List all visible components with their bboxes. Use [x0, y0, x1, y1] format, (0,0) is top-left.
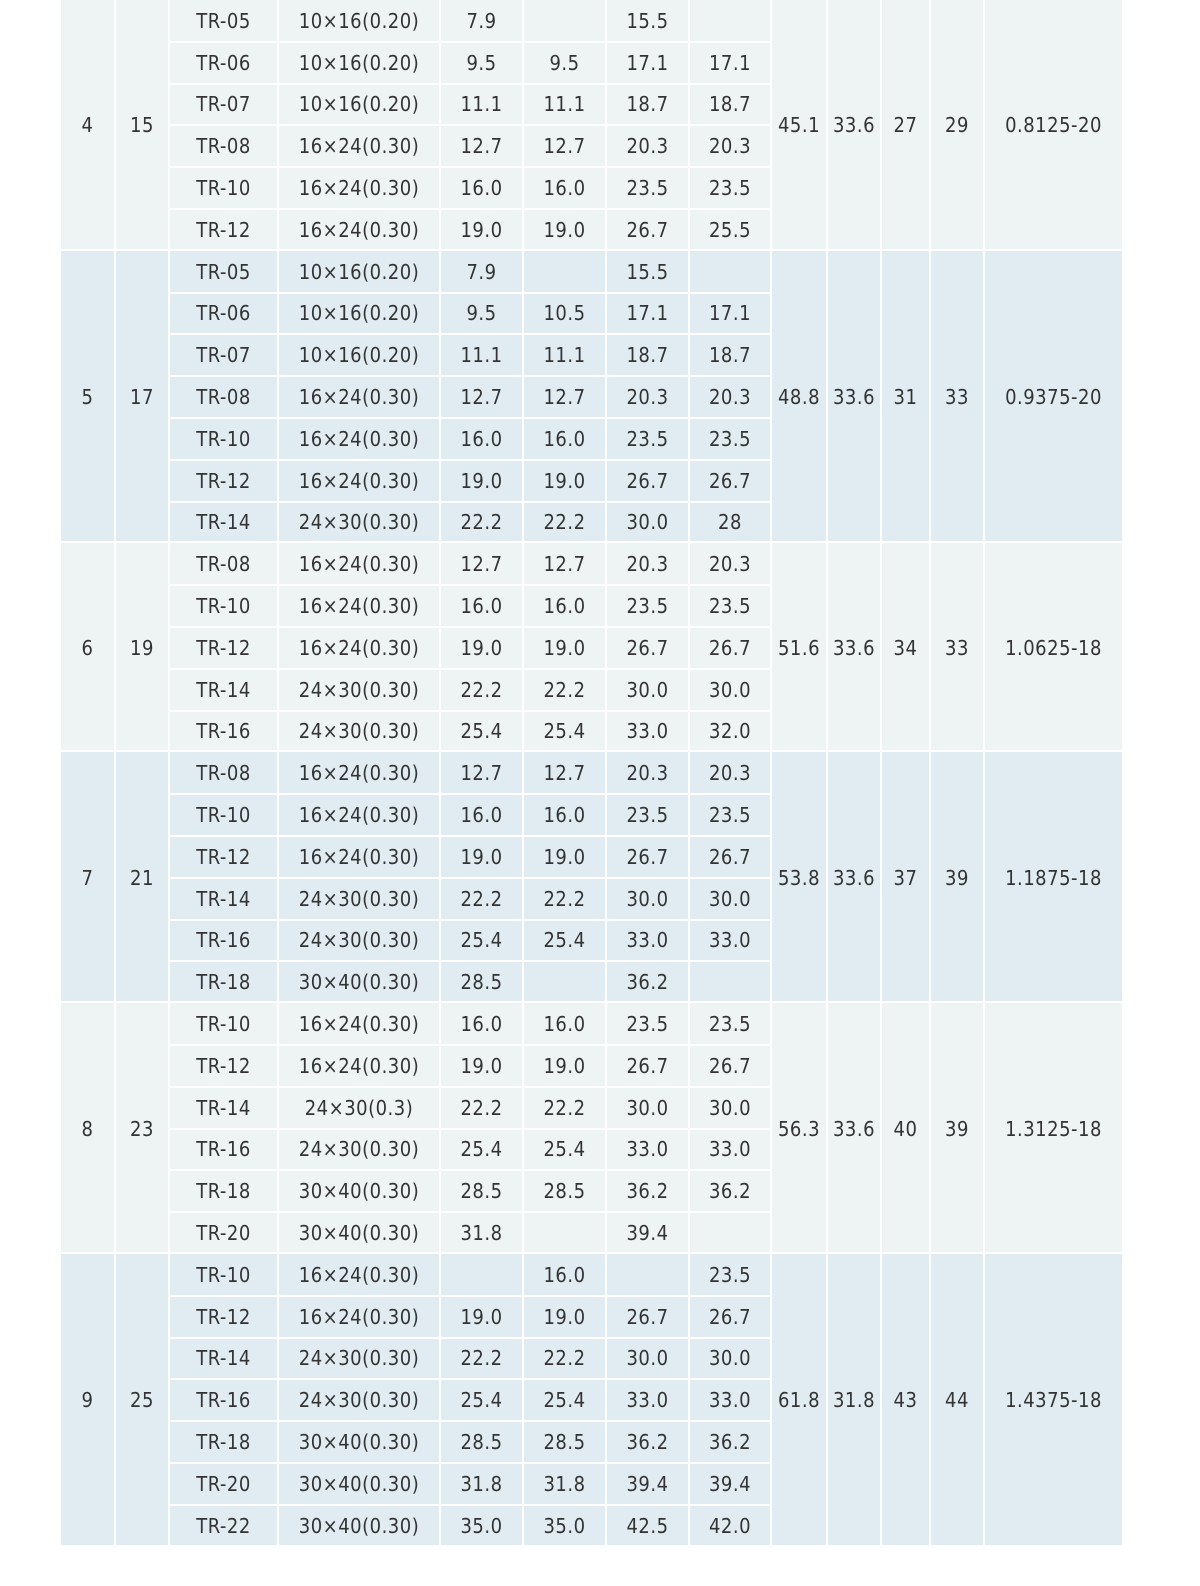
cell-d: 28	[718, 510, 742, 535]
cell-d	[690, 961, 770, 1003]
cell-d: 39.4	[708, 1471, 752, 1496]
cell-a: 9.5	[466, 301, 497, 326]
cell-b: 11.1	[543, 92, 586, 117]
cell-d: 33.0	[708, 1137, 752, 1162]
cell-d: 17.1	[708, 50, 752, 75]
cell-size: 17	[130, 385, 154, 410]
cell-h: 51.6	[777, 635, 821, 660]
cell-spec: 16×24(0.30)	[298, 1053, 420, 1078]
cell-c: 30.0	[626, 677, 669, 702]
cell-model: TR-08	[196, 552, 251, 577]
cell-b	[524, 251, 605, 293]
cell-thread: 1.0625-18	[1005, 635, 1102, 660]
cell-spec: 16×24(0.30)	[298, 176, 420, 201]
cell-model: TR-12	[196, 1304, 251, 1329]
cell-model: TR-08	[196, 761, 251, 786]
row-group	[61, 0, 1122, 251]
cell-i: 31.8	[832, 1388, 876, 1413]
cell-c: 30.0	[626, 1346, 669, 1371]
cell-c: 26.7	[626, 468, 669, 493]
cell-model: TR-10	[196, 1012, 251, 1037]
cell-d: 30.0	[708, 677, 752, 702]
cell-spec: 30×40(0.30)	[298, 970, 420, 995]
cell-d: 32.0	[708, 719, 752, 744]
cell-model: TR-12	[196, 844, 251, 869]
cell-a: 12.7	[460, 761, 503, 786]
cell-no: 5	[81, 385, 94, 410]
cell-a: 19.0	[460, 635, 503, 660]
cell-k: 39	[945, 865, 969, 890]
cell-a: 9.5	[466, 50, 497, 75]
cell-c: 33.0	[626, 1388, 669, 1413]
cell-spec: 10×16(0.20)	[298, 8, 420, 33]
cell-a: 22.2	[460, 1095, 503, 1120]
cell-b: 19.0	[543, 468, 586, 493]
cell-k: 33	[945, 385, 969, 410]
cell-c: 23.5	[626, 803, 669, 828]
cell-spec: 24×30(0.30)	[298, 510, 420, 535]
cell-a: 19.0	[460, 844, 503, 869]
cell-d: 20.3	[708, 552, 752, 577]
cell-c: 23.5	[626, 176, 669, 201]
cell-spec: 16×24(0.30)	[298, 761, 420, 786]
cell-spec: 16×24(0.30)	[298, 552, 420, 577]
cell-b: 25.4	[543, 1137, 586, 1162]
cell-d	[690, 1212, 770, 1254]
cell-b: 22.2	[543, 510, 586, 535]
row-group	[61, 1254, 1122, 1547]
cell-b: 16.0	[543, 1012, 586, 1037]
cell-c: 42.5	[626, 1513, 669, 1538]
cell-j: 37	[893, 865, 918, 890]
cell-model: TR-12	[196, 1053, 251, 1078]
cell-a: 11.1	[460, 343, 503, 368]
cell-model: TR-18	[196, 970, 251, 995]
cell-spec: 16×24(0.30)	[298, 468, 420, 493]
cell-h: 45.1	[777, 113, 821, 138]
cell-model: TR-18	[196, 1179, 251, 1204]
cell-model: TR-16	[196, 719, 251, 744]
cell-thread: 0.8125-20	[1005, 113, 1102, 138]
cell-d: 25.5	[708, 217, 752, 242]
cell-a: 12.7	[460, 552, 503, 577]
cell-k: 29	[945, 113, 969, 138]
cell-model: TR-06	[196, 301, 251, 326]
cell-c: 33.0	[626, 928, 669, 953]
cell-a: 19.0	[460, 1053, 503, 1078]
cell-c: 26.7	[626, 217, 669, 242]
cell-b	[524, 0, 605, 42]
cell-c: 36.2	[626, 1179, 669, 1204]
cell-spec: 24×30(0.3)	[304, 1095, 414, 1120]
cell-a	[441, 1254, 522, 1296]
cell-no: 8	[81, 1116, 94, 1141]
cell-j: 43	[893, 1388, 918, 1413]
cell-spec: 16×24(0.30)	[298, 217, 420, 242]
cell-c: 17.1	[626, 50, 669, 75]
cell-c: 20.3	[626, 761, 669, 786]
cell-spec: 30×40(0.30)	[298, 1179, 420, 1204]
cell-c: 33.0	[626, 719, 669, 744]
cell-b: 16.0	[543, 803, 586, 828]
cell-model: TR-14	[196, 677, 251, 702]
cell-b: 22.2	[543, 1346, 586, 1371]
cell-b: 25.4	[543, 928, 586, 953]
cell-c: 33.0	[626, 1137, 669, 1162]
cell-b: 31.8	[543, 1471, 586, 1496]
cell-spec: 10×16(0.20)	[298, 259, 420, 284]
cell-d: 20.3	[708, 385, 752, 410]
row-group	[61, 251, 1122, 544]
cell-d: 23.5	[708, 426, 752, 451]
cell-d: 26.7	[708, 468, 752, 493]
cell-spec: 24×30(0.30)	[298, 677, 420, 702]
cell-d: 26.7	[708, 635, 752, 660]
cell-b: 22.2	[543, 886, 586, 911]
cell-c: 26.7	[626, 844, 669, 869]
cell-a: 12.7	[460, 385, 503, 410]
cell-j: 34	[893, 635, 918, 660]
cell-k: 39	[945, 1116, 969, 1141]
cell-j: 27	[893, 113, 918, 138]
cell-h: 53.8	[777, 865, 821, 890]
cell-d: 23.5	[708, 176, 752, 201]
cell-c	[607, 1254, 688, 1296]
row-group	[61, 752, 1122, 1003]
cell-c: 20.3	[626, 552, 669, 577]
cell-j: 40	[893, 1116, 918, 1141]
cell-a: 25.4	[460, 928, 503, 953]
cell-c: 26.7	[626, 1304, 669, 1329]
cell-model: TR-05	[196, 259, 251, 284]
cell-d: 20.3	[708, 761, 752, 786]
cell-d: 23.5	[708, 803, 752, 828]
cell-a: 16.0	[460, 426, 503, 451]
cell-a: 22.2	[460, 677, 503, 702]
cell-a: 25.4	[460, 1388, 503, 1413]
cell-j: 31	[893, 385, 918, 410]
cell-b: 16.0	[543, 594, 586, 619]
cell-b: 28.5	[543, 1179, 586, 1204]
cell-model: TR-10	[196, 426, 251, 451]
cell-d: 30.0	[708, 1346, 752, 1371]
cell-no: 4	[81, 113, 94, 138]
cell-model: TR-08	[196, 385, 251, 410]
cell-a: 22.2	[460, 510, 503, 535]
cell-model: TR-10	[196, 176, 251, 201]
cell-model: TR-10	[196, 594, 251, 619]
cell-b: 19.0	[543, 844, 586, 869]
cell-a: 22.2	[460, 886, 503, 911]
cell-c: 18.7	[626, 343, 669, 368]
cell-model: TR-10	[196, 803, 251, 828]
cell-spec: 24×30(0.30)	[298, 719, 420, 744]
cell-a: 16.0	[460, 1012, 503, 1037]
cell-c: 18.7	[626, 92, 669, 117]
cell-spec: 16×24(0.30)	[298, 803, 420, 828]
cell-c: 23.5	[626, 594, 669, 619]
cell-b: 12.7	[543, 385, 586, 410]
cell-b: 19.0	[543, 635, 586, 660]
cell-b: 10.5	[543, 301, 586, 326]
cell-spec: 30×40(0.30)	[298, 1471, 420, 1496]
cell-d: 23.5	[708, 1262, 752, 1287]
cell-a: 7.9	[466, 259, 497, 284]
cell-b: 22.2	[543, 677, 586, 702]
cell-model: TR-20	[196, 1471, 251, 1496]
cell-c: 30.0	[626, 886, 669, 911]
cell-spec: 10×16(0.20)	[298, 92, 420, 117]
cell-k: 33	[945, 635, 969, 660]
cell-b: 19.0	[543, 217, 586, 242]
cell-k: 44	[945, 1388, 969, 1413]
cell-size: 19	[130, 635, 154, 660]
cell-spec: 10×16(0.20)	[298, 50, 420, 75]
cell-c: 39.4	[626, 1221, 669, 1246]
cell-c: 15.5	[626, 259, 669, 284]
cell-d: 30.0	[708, 886, 752, 911]
cell-a: 28.5	[460, 1179, 503, 1204]
cell-b: 25.4	[543, 719, 586, 744]
cell-spec: 10×16(0.20)	[298, 343, 420, 368]
cell-size: 25	[130, 1388, 154, 1413]
cell-d: 33.0	[708, 1388, 752, 1413]
cell-spec: 24×30(0.30)	[298, 886, 420, 911]
cell-b: 28.5	[543, 1430, 586, 1455]
cell-c: 30.0	[626, 1095, 669, 1120]
cell-c: 26.7	[626, 635, 669, 660]
cell-d	[690, 251, 770, 293]
cell-model: TR-06	[196, 50, 251, 75]
cell-spec: 16×24(0.30)	[298, 1262, 420, 1287]
cell-model: TR-14	[196, 886, 251, 911]
cell-spec: 16×24(0.30)	[298, 134, 420, 159]
cell-c: 26.7	[626, 1053, 669, 1078]
cell-spec: 30×40(0.30)	[298, 1513, 420, 1538]
cell-model: TR-10	[196, 1262, 251, 1287]
cell-b: 19.0	[543, 1304, 586, 1329]
cell-spec: 24×30(0.30)	[298, 928, 420, 953]
cell-b: 25.4	[543, 1388, 586, 1413]
cell-a: 7.9	[466, 8, 497, 33]
cell-no: 7	[81, 865, 94, 890]
cell-c: 17.1	[626, 301, 669, 326]
cell-c: 15.5	[626, 8, 669, 33]
cell-b	[524, 961, 605, 1003]
cell-b: 16.0	[543, 426, 586, 451]
cell-d: 36.2	[708, 1430, 752, 1455]
cell-d: 26.7	[708, 1053, 752, 1078]
cell-d: 18.7	[708, 92, 752, 117]
cell-c: 23.5	[626, 1012, 669, 1037]
cell-i: 33.6	[832, 865, 876, 890]
cell-size: 15	[130, 113, 154, 138]
cell-spec: 24×30(0.30)	[298, 1137, 420, 1162]
cell-a: 16.0	[460, 803, 503, 828]
cell-a: 16.0	[460, 176, 503, 201]
cell-model: TR-20	[196, 1221, 251, 1246]
cell-b: 22.2	[543, 1095, 586, 1120]
cell-d: 23.5	[708, 1012, 752, 1037]
cell-model: TR-22	[196, 1513, 251, 1538]
cell-h: 48.8	[777, 385, 821, 410]
spec-table	[61, 0, 1122, 1547]
cell-d: 30.0	[708, 1095, 752, 1120]
cell-spec: 30×40(0.30)	[298, 1221, 420, 1246]
cell-a: 19.0	[460, 468, 503, 493]
cell-a: 16.0	[460, 594, 503, 619]
cell-b: 11.1	[543, 343, 586, 368]
cell-model: TR-05	[196, 8, 251, 33]
cell-b: 16.0	[543, 1262, 586, 1287]
cell-model: TR-16	[196, 1137, 251, 1162]
row-group	[61, 1003, 1122, 1254]
cell-thread: 1.4375-18	[1005, 1388, 1102, 1413]
cell-b: 9.5	[549, 50, 580, 75]
cell-a: 19.0	[460, 217, 503, 242]
cell-model: TR-07	[196, 92, 251, 117]
cell-b: 35.0	[543, 1513, 586, 1538]
cell-a: 12.7	[460, 134, 503, 159]
cell-spec: 16×24(0.30)	[298, 1304, 420, 1329]
cell-spec: 16×24(0.30)	[298, 385, 420, 410]
cell-c: 36.2	[626, 1430, 669, 1455]
cell-model: TR-18	[196, 1430, 251, 1455]
cell-no: 6	[81, 635, 94, 660]
cell-spec: 10×16(0.20)	[298, 301, 420, 326]
cell-a: 19.0	[460, 1304, 503, 1329]
row-group	[61, 543, 1122, 752]
cell-size: 21	[130, 865, 154, 890]
cell-no: 9	[81, 1388, 94, 1413]
cell-b: 12.7	[543, 134, 586, 159]
cell-d	[690, 0, 770, 42]
cell-model: TR-14	[196, 510, 251, 535]
cell-d: 42.0	[708, 1513, 752, 1538]
cell-spec: 16×24(0.30)	[298, 844, 420, 869]
cell-spec: 30×40(0.30)	[298, 1430, 420, 1455]
cell-c: 39.4	[626, 1471, 669, 1496]
cell-a: 28.5	[460, 1430, 503, 1455]
cell-d: 18.7	[708, 343, 752, 368]
cell-d: 26.7	[708, 1304, 752, 1329]
cell-h: 61.8	[777, 1388, 821, 1413]
cell-d: 20.3	[708, 134, 752, 159]
cell-b: 19.0	[543, 1053, 586, 1078]
cell-model: TR-16	[196, 928, 251, 953]
cell-a: 25.4	[460, 1137, 503, 1162]
cell-spec: 16×24(0.30)	[298, 594, 420, 619]
cell-model: TR-12	[196, 217, 251, 242]
cell-a: 31.8	[460, 1221, 503, 1246]
cell-model: TR-08	[196, 134, 251, 159]
cell-i: 33.6	[832, 113, 876, 138]
cell-c: 36.2	[626, 970, 669, 995]
cell-a: 28.5	[460, 970, 503, 995]
cell-b: 16.0	[543, 176, 586, 201]
cell-b	[524, 1212, 605, 1254]
cell-model: TR-12	[196, 468, 251, 493]
cell-model: TR-16	[196, 1388, 251, 1413]
cell-i: 33.6	[832, 385, 876, 410]
cell-d: 36.2	[708, 1179, 752, 1204]
cell-a: 35.0	[460, 1513, 503, 1538]
cell-c: 20.3	[626, 385, 669, 410]
cell-c: 23.5	[626, 426, 669, 451]
cell-b: 12.7	[543, 552, 586, 577]
cell-model: TR-12	[196, 635, 251, 660]
cell-i: 33.6	[832, 1116, 876, 1141]
cell-thread: 1.3125-18	[1005, 1116, 1102, 1141]
cell-model: TR-07	[196, 343, 251, 368]
cell-thread: 1.1875-18	[1005, 865, 1102, 890]
cell-spec: 24×30(0.30)	[298, 1388, 420, 1413]
cell-a: 22.2	[460, 1346, 503, 1371]
cell-h: 56.3	[777, 1116, 821, 1141]
cell-model: TR-14	[196, 1095, 251, 1120]
cell-a: 25.4	[460, 719, 503, 744]
cell-a: 31.8	[460, 1471, 503, 1496]
cell-size: 23	[130, 1116, 154, 1141]
cell-spec: 16×24(0.30)	[298, 1012, 420, 1037]
cell-b: 12.7	[543, 761, 586, 786]
cell-d: 17.1	[708, 301, 752, 326]
cell-spec: 16×24(0.30)	[298, 426, 420, 451]
cell-a: 11.1	[460, 92, 503, 117]
cell-spec: 24×30(0.30)	[298, 1346, 420, 1371]
cell-d: 26.7	[708, 844, 752, 869]
cell-i: 33.6	[832, 635, 876, 660]
cell-spec: 16×24(0.30)	[298, 635, 420, 660]
cell-thread: 0.9375-20	[1005, 385, 1102, 410]
cell-c: 30.0	[626, 510, 669, 535]
cell-d: 33.0	[708, 928, 752, 953]
cell-c: 20.3	[626, 134, 669, 159]
cell-model: TR-14	[196, 1346, 251, 1371]
cell-d: 23.5	[708, 594, 752, 619]
